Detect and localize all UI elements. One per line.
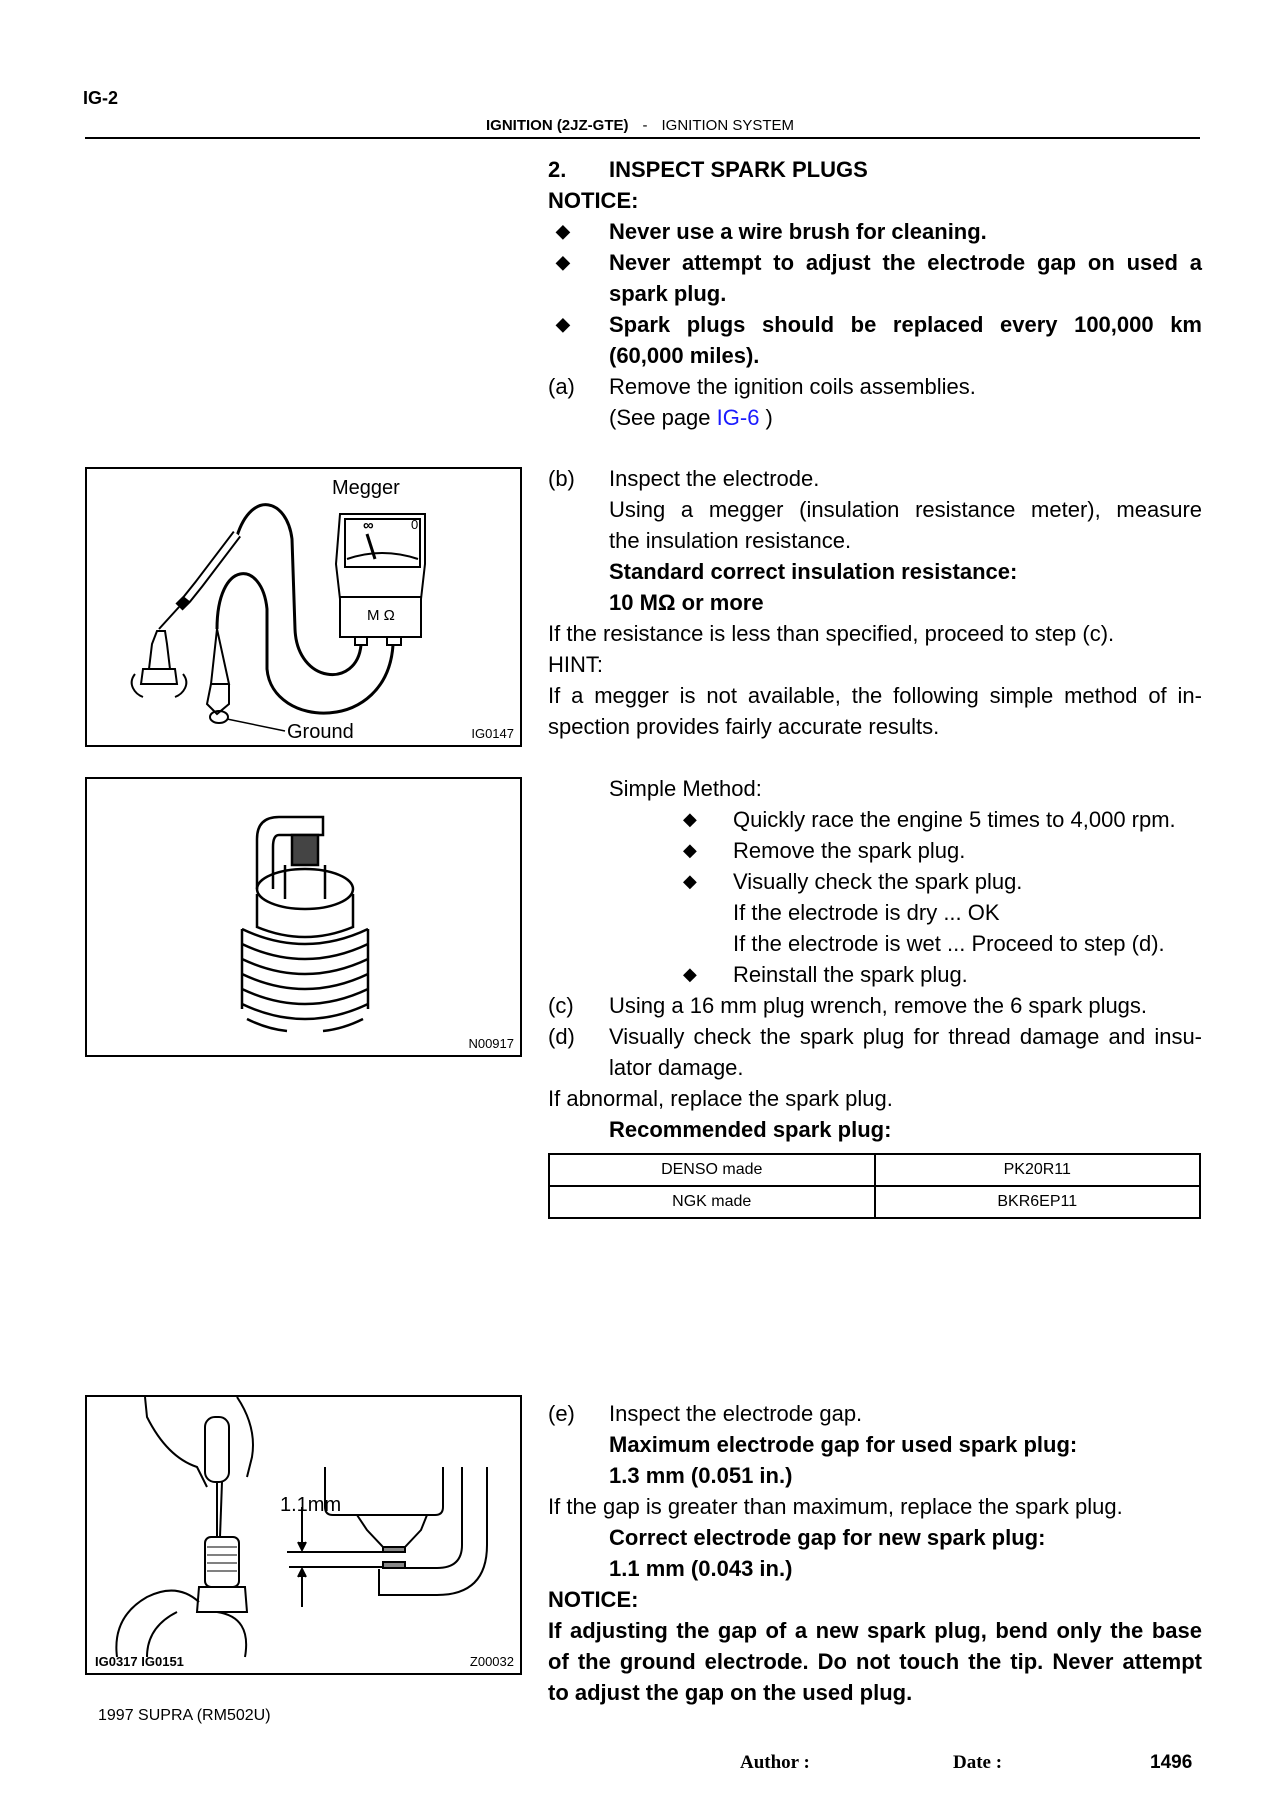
recommend-label: Recommended spark plug: [609,1117,892,1142]
diamond-bullet-icon: ◆ [683,964,697,984]
notice-item: ◆ Never use a wire brush for cleaning. [548,216,1202,247]
figure-id: Z00032 [469,1654,514,1669]
notice-label: NOTICE: [548,1587,639,1612]
notice-item-cont: spark plug. [609,281,727,306]
diamond-bullet-icon: ◆ [556,252,570,272]
header-separator: - [642,117,648,134]
sub-step-b-section [548,463,1202,1145]
spec-label: Correct electrode gap for new spark plug: [609,1525,1046,1550]
text-line: Using a megger (insulation resistance meter), measure [609,497,1202,522]
center-electrode-tip [357,1515,427,1547]
terminal-left [355,637,367,645]
text-line: If the resistance is less than specified, proceed to step (c). [548,621,1115,646]
insulator-outline [325,1467,443,1515]
section-code: IG-2 [83,88,119,108]
header-title-normal: IGNITION SYSTEM [661,117,794,134]
maker-cell: DENSO made [549,1154,875,1186]
center-electrode [292,835,318,865]
table-row [549,1186,1200,1218]
simple-step: ◆ Reinstall the spark plug. [548,959,1202,990]
terminal-right [387,637,401,645]
spec-value: 10 MΩ or more [609,590,764,615]
spark-plug-illustration [87,779,524,1059]
simple-step: ◆ Remove the spark plug. [548,835,1202,866]
meter-scale [347,553,418,559]
text-line: the insulation resistance. [609,528,852,553]
figure-id-left: IG0317 IG0151 [95,1654,184,1669]
hand-upper [145,1397,253,1487]
plug-body [205,1537,239,1587]
hint-text: If a megger is not available, the following simple method of in- [548,683,1202,708]
notice-text: to adjust the gap on the used plug. [548,1680,913,1705]
spec-value: 1.3 mm (0.051 in.) [609,1463,793,1488]
diamond-bullet-icon: ◆ [556,221,570,241]
date-label: Date : [953,1752,1003,1773]
figure-id: IG0147 [471,726,514,741]
diamond-bullet-icon: ◆ [556,314,570,334]
page-number: 1496 [1150,1752,1193,1773]
text-line: lator damage. [609,1055,744,1080]
notice-item: ◆ Never attempt to adjust the electrode gap on used a [548,247,1202,278]
cable-probe [237,505,361,675]
notice-item: ◆ Spark plugs should be replaced every 100,000 km [548,309,1202,340]
part-cell: PK20R11 [875,1154,1201,1186]
page-link-ig6[interactable]: IG-6 [716,405,760,430]
zero-mark: 0 [411,517,419,532]
hint-label: HINT: [548,652,603,677]
simple-step: ◆ Quickly race the engine 5 times to 4,000 rpm. [548,804,1202,835]
ground-clip [211,629,229,684]
ground-electrode-outline [379,1467,487,1595]
step-title: 2. INSPECT SPARK PLUGS [548,157,868,182]
infinity-mark: ∞ [363,517,374,534]
gap-figure [85,1395,522,1675]
meter-needle [367,534,375,559]
hand-lower [116,1591,246,1657]
text-line: If abnormal, replace the spark plug. [548,1086,893,1111]
spark-plug-small [149,631,170,669]
sub-step-c: (c) Using a 16 mm plug wrench, remove the 6 spark plugs. [548,993,1148,1018]
header-title-bold: IGNITION (2JZ-GTE) [485,117,629,134]
spark-plug-figure [85,777,522,1057]
hint-text: spection provides fairly accurate results. [548,714,940,739]
sub-step-e-section [548,1398,1202,1708]
notice-text: of the ground electrode. Do not touch the tip. Never attempt [548,1649,1202,1674]
model-code: 1997 SUPRA (RM502U) [98,1707,271,1724]
sub-step-d: (d) Visually check the spark plug for thread damage and insu- [548,1024,1202,1049]
step-section [548,154,1202,433]
spec-label: Standard correct insulation resistance: [609,559,1018,584]
megger-label: Megger [332,477,400,499]
table-row [549,1154,1200,1186]
sub-step-a: (a) Remove the ignition coils assemblies. [548,374,976,399]
spark-plug-table [548,1153,1201,1219]
meter-window [345,519,420,567]
spec-label: Maximum electrode gap for used spark plug: [609,1432,1078,1457]
maker-cell: NGK made [549,1186,875,1218]
figure-id: N00917 [468,1036,514,1051]
simple-step: ◆ Visually check the spark plug. [548,866,1202,897]
gap-dimension-label: 1.1mm [280,1494,342,1516]
notice-text: If adjusting the gap of a new spark plug, bend only the base [548,1618,1202,1643]
header-rule [85,137,1200,139]
shell-top [257,869,353,909]
megger-figure [85,467,522,747]
simple-method-label: Simple Method: [609,776,762,801]
megohm-unit: M Ω [367,607,395,624]
check-result: If the electrode is dry ... OK [733,900,1000,925]
running-header [0,117,1280,134]
text-line: If the gap is greater than maximum, replace the spark plug. [548,1494,1123,1519]
threads [242,929,368,1031]
check-result: If the electrode is wet ... Proceed to step (d). [733,931,1165,956]
notice-label: NOTICE: [548,188,639,213]
feeler-gauge [205,1417,229,1482]
notice-item-cont: (60,000 miles). [609,343,760,368]
diamond-bullet-icon: ◆ [683,809,697,829]
megger-illustration [87,469,524,749]
spec-value: 1.1 mm (0.043 in.) [609,1556,793,1581]
ground-label: Ground [287,721,354,743]
gap-illustration [87,1397,524,1677]
author-label: Author : [740,1752,810,1773]
diamond-bullet-icon: ◆ [683,871,697,891]
diamond-bullet-icon: ◆ [683,840,697,860]
see-page-ref: (See page IG-6 ) [609,405,773,430]
sub-step-e: (e) Inspect the electrode gap. [548,1401,863,1426]
part-cell: BKR6EP11 [875,1186,1201,1218]
sub-step-b: (b) Inspect the electrode. [548,466,820,491]
